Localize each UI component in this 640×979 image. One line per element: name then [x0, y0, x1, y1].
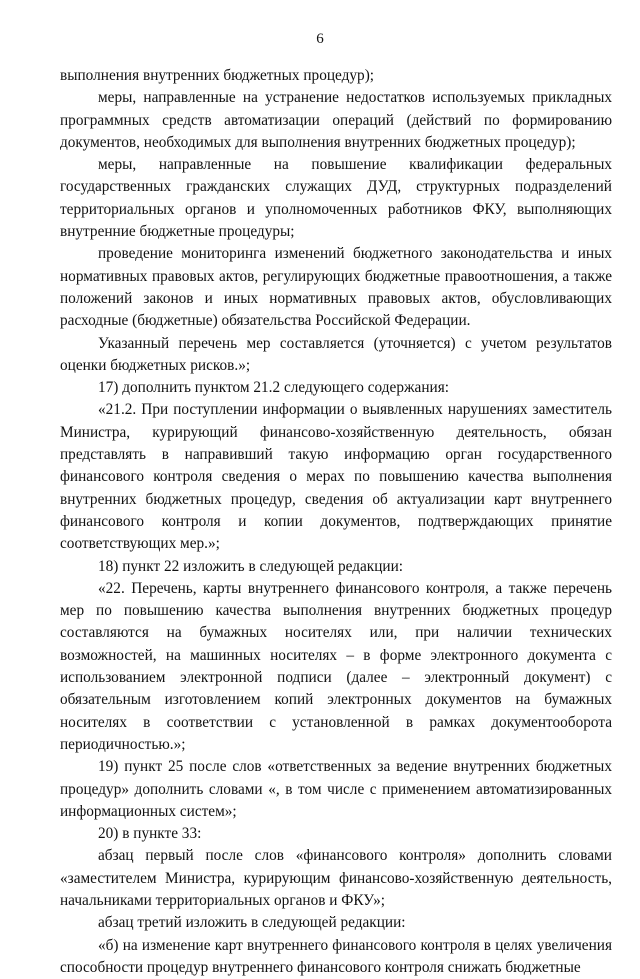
document-body: [60, 65, 612, 979]
paragraph-software-measures: меры, направленные на устранение недостатков используемых прикладных программных средств автоматизации операций (действий по формированию документов, необходимых для выполнения внутренних бюджетных процедур);: [60, 89, 612, 151]
paragraph-item-19: 19) пункт 25 после слов «ответственных за ведение внутренних бюджетных процедур» дополнить словами «, в том числе с применением автоматизированных информационных систем»;: [60, 758, 612, 820]
paragraph-clause-21-2: «21.2. При поступлении информации о выявленных нарушениях заместитель Министра, курирующий финансово-хозяйственную деятельность, обязан представлять в направивший такую информацию орган государственного финансового контроля сведения о мерах по повышению качества выполнения внутренних бюджетных процедур, сведения об актуализации карт внутреннего финансового контроля и копии документов, подтверждающих принятие соответствующих мер.»;: [60, 401, 612, 553]
paragraph-qualification-measures: меры, направленные на повышение квалификации федеральных государственных гражданских служащих ДУД, структурных подразделений территориальных органов и уполномоченных работников ФКУ, выполняющих внутренние бюджетные процедуры;: [60, 156, 612, 241]
paragraph-clause-22: «22. Перечень, карты внутреннего финансового контроля, а также перечень мер по повышению качества выполнения внутренних бюджетных процедур составляются на бумажных носителях или, при наличии технических возможностей, на машинных носителях – в форме электронного документа с использованием электронной подписи (далее – электронный документ) с обязательным изготовлением копий электронных документов на бумажных носителях в соответствии с установленной в рамках документооборота периодичностью.»;: [60, 579, 612, 753]
paragraph-third-subclause: абзац третий изложить в следующей редакции:: [98, 914, 406, 932]
paragraph-clause-b: «б) на изменение карт внутреннего финансового контроля в целях увеличения способности процедур внутреннего финансового контроля снижать бюджетные: [60, 936, 612, 976]
paragraph-item-20: 20) в пункте 33:: [98, 825, 202, 843]
paragraph-first-subclause: абзац первый после слов «финансового контроля» дополнить словами «заместителем Министра, курирующим финансово-хозяйственную деятельность, начальниками территориальных органов и ФКУ»;: [60, 847, 612, 909]
paragraph-measures-list: Указанный перечень мер составляется (уточняется) с учетом результатов оценки бюджетных рисков.»;: [60, 334, 612, 374]
paragraph-legislation-monitoring: проведение мониторинга изменений бюджетного законодательства и иных нормативных правовых актов, регулирующих бюджетные правоотношения, а также положений законов и иных нормативных правовых актов, обусловливающих расходные (бюджетные) обязательства Российской Федерации.: [60, 245, 612, 330]
paragraph-item-17: 17) дополнить пунктом 21.2 следующего содержания:: [98, 379, 449, 397]
paragraph-item-18: 18) пункт 22 изложить в следующей редакции:: [98, 557, 404, 575]
page-number: 6: [316, 31, 324, 47]
paragraph-continuation: выполнения внутренних бюджетных процедур);: [60, 67, 375, 84]
